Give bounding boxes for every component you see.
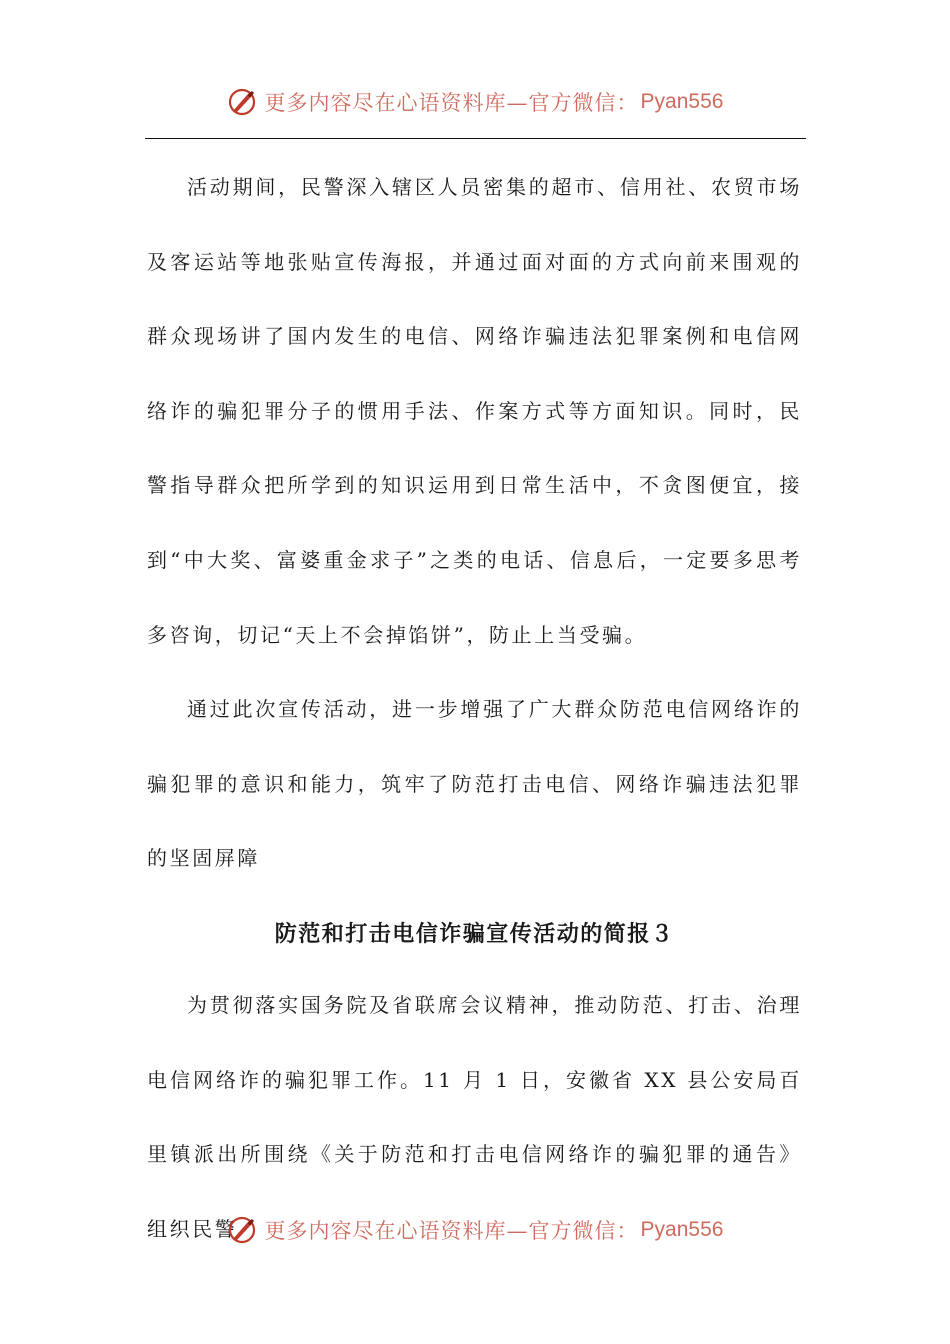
paragraph-activity: 活动期间，民警深入辖区人员密集的超市、信用社、农贸市场及客运站等地张贴宣传海报，并通过面对面的方式向前来围观的群众现场讲了国内发生的电信、网络诈骗违法犯罪案例和电信网络诈的骗犯罪分子的惯用手法、作案方式等方面知识。同时，民警指导群众把所学到的知识运用到日常生活中，不贪图便宜，接到“中大奖、富婆重金求子”之类的电话、信息后，一定要多思考多咨询，切记“天上不会掉馅饼”，防止上当受骗。 bbox=[147, 175, 802, 647]
pen-circle-logo-icon bbox=[227, 87, 257, 117]
document-body bbox=[147, 150, 802, 1266]
header-banner bbox=[0, 80, 950, 124]
footer-banner-wechat-id: Pyan556 bbox=[640, 1218, 724, 1241]
paragraph-result: 通过此次宣传活动，进一步增强了广大群众防范电信网络诈的骗犯罪的意识和能力，筑牢了防范打击电信、网络诈骗违法犯罪的坚固屏障 bbox=[147, 697, 802, 871]
header-divider bbox=[145, 138, 806, 139]
paragraph-intro: 为贯彻落实国务院及省联席会议精神，推动防范、打击、治理电信网络诈的骗犯罪工作。11 月 1 日，安徽省 XX 县公安局百里镇派出所围绕《关于防范和打击电信网络诈的骗犯罪的通告》组织民警 bbox=[147, 992, 802, 1241]
section-heading: 防范和打击电信诈骗宣传活动的简报３ bbox=[274, 921, 675, 947]
header-banner-text: 更多内容尽在心语资料库—官方微信： bbox=[264, 91, 639, 115]
footer-banner bbox=[0, 1208, 950, 1252]
header-banner-wechat-id: Pyan556 bbox=[640, 90, 724, 113]
pen-circle-logo-icon bbox=[227, 1215, 257, 1245]
footer-banner-text: 更多内容尽在心语资料库—官方微信： bbox=[264, 1219, 639, 1243]
